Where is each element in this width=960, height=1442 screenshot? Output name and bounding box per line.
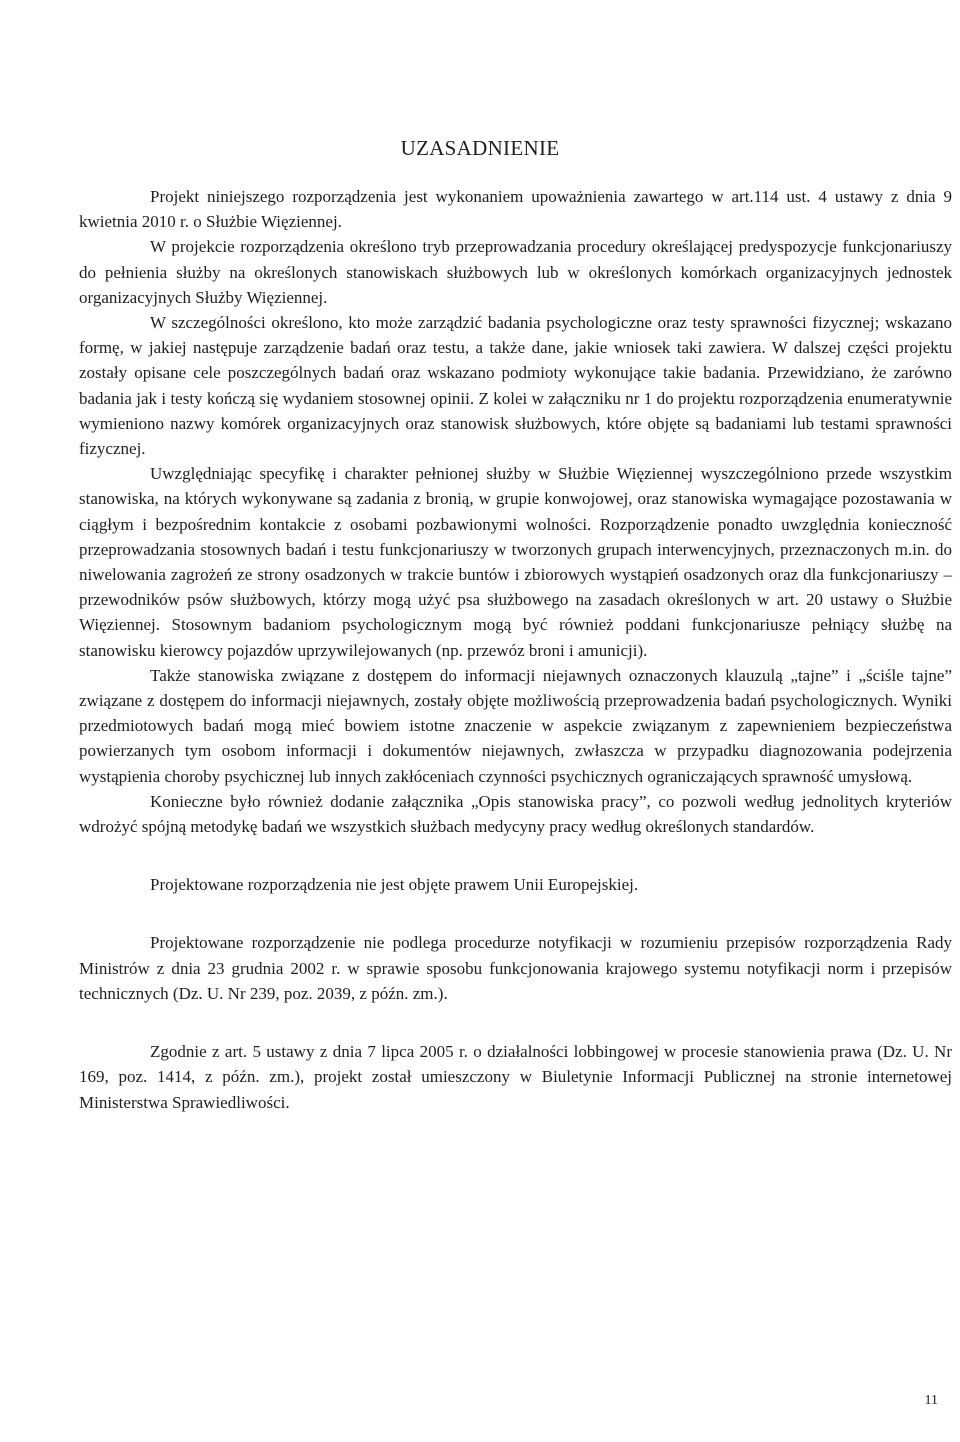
paragraph-positions: Uwzględniając specyfikę i charakter pełnionej służby w Służbie Więziennej wyszczególniono przede wszystkim stanowiska, na których wykonywane są zadania z bronią, w grupie konwojowej, oraz stanowiska wymagające pozostawania w ciągłym i bezpośrednim kontakcie z osobami pozbawionymi wolności. Rozporządzenie ponadto uwzględnia konieczność przeprowadzania stosownych badań i testu funkcjonariuszy w tworzonych grupach interwencyjnych, przeznaczonych m.in. do niwelowania zagrożeń ze strony osadzonych w trakcie buntów i zbiorowych wystąpień osadzonych oraz dla funkcjonariuszy – przewodników psów służbowych, którzy mogą użyć psa służbowego na zasadach określonych w art. 20 ustawy o Służbie Więziennej. Stosownym badaniom psychologicznym mogą być również poddani funkcjonariusze pełniący służbę na stanowisku kierowcy pojazdów uprzywilejowanych (np. przewóz broni i amunicji). — [79, 464, 952, 660]
paragraph-notification: Projektowane rozporządzenie nie podlega procedurze notyfikacji w rozumieniu przepisów rozporządzenia Rady Ministrów z dnia 23 grudnia 2002 r. w sprawie sposobu funkcjonowania krajowego systemu notyfikacji norm i przepisów technicznych (Dz. U. Nr 239, poz. 2039, z późn. zm.). — [79, 933, 952, 1003]
paragraph-legal-basis: Projekt niniejszego rozporządzenia jest wykonaniem upoważnienia zawartego w art.114 ust. 4 ustawy z dnia 9 kwietnia 2010 r. o Służbie Więziennej. — [79, 187, 952, 232]
document-title: UZASADNIENIE — [400, 136, 560, 160]
paragraph-procedure: W projekcie rozporządzenia określono tryb przeprowadzania procedury określającej predyspozycje funkcjonariuszy do pełnienia służby na określonych stanowiskach służbowych lub w określonych komórkach organizacyjnych jednostek organizacyjnych Służby Więziennej. — [79, 237, 952, 307]
paragraph-classified-info: Także stanowiska związane z dostępem do informacji niejawnych oznaczonych klauzulą „tajne” i „ściśle tajne” związane z dostępem do informacji niejawnych, zostały objęte możliwością przeprowadzenia badań psychologicznych. Wyniki przedmiotowych badań mogą mieć bowiem istotne znaczenie w aspekcie związanym z zapewnieniem bezpieczeństwa powierzanych tym osobom informacji i dokumentów niejawnych, zwłaszcza w przypadku diagnozowania podejrzenia wystąpienia choroby psychicznej lub innych zakłóceniach czynności psychicznych ograniczających sprawność umysłową. — [79, 665, 952, 786]
document-body — [79, 184, 952, 1115]
page-number: 11 — [924, 1393, 938, 1408]
paragraph-lobbying: Zgodnie z art. 5 ustawy z dnia 7 lipca 2005 r. o działalności lobbingowej w procesie stanowienia prawa (Dz. U. Nr 169, poz. 1414, z późn. zm.), projekt został umieszczony w Biuletynie Informacji Publicznej na stronie internetowej Ministerstwa Sprawiedliwości. — [79, 1042, 952, 1112]
paragraph-attachment: Konieczne było również dodanie załącznika „Opis stanowiska pracy”, co pozwoli według jednolitych kryteriów wdrożyć spójną metodykę badań we wszystkich służbach medycyny pracy według określonych standardów. — [79, 791, 952, 837]
paragraph-details: W szczególności określono, kto może zarządzić badania psychologiczne oraz testy sprawności fizycznej; wskazano formę, w jakiej następuje zarządzenie badań oraz testu, a także dane, jakie wniosek taki zawiera. W dalszej części projektu zostały opisane cele poszczególnych badań oraz wskazano podmioty wykonujące takie badania. Przewidziano, że zarówno badania jak i testy kończą się wydaniem stosownej opinii. Z kolei w załączniku nr 1 do projektu rozporządzenia enumeratywnie wymieniono nazwy komórek organizacyjnych oraz stanowisk służbowych, które objęte są badaniami lub testami sprawności fizycznej. — [79, 313, 952, 459]
paragraph-eu-law: Projektowane rozporządzenia nie jest objęte prawem Unii Europejskiej. — [150, 875, 639, 895]
